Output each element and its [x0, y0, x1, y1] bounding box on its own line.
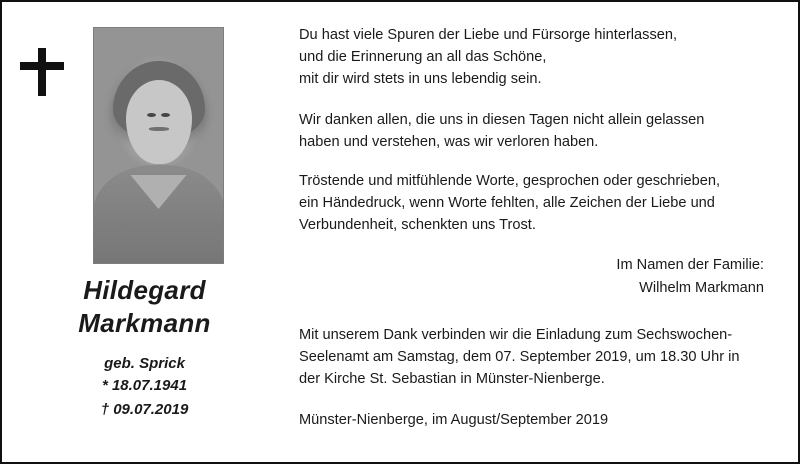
portrait-face	[126, 80, 192, 164]
notice-layout	[2, 2, 798, 462]
thanks-paragraph: Wir danken allen, die uns in diesen Tagen nicht allein gelassen haben und verstehen, was wir verloren haben.	[299, 111, 705, 150]
invitation-paragraph: Mit unserem Dank verbinden wir die Einladung zum Sechswochen- Seelenamt am Samstag, dem 07. September 2019, um 18.30 Uhr in der Kirche St. Sebastian in Münster-Nienberge.	[299, 326, 740, 387]
family-signature-line-2: Wilhelm Markmann	[639, 279, 764, 296]
portrait-eye-left	[147, 113, 156, 117]
portrait-eye-right	[161, 113, 170, 117]
name-block	[2, 274, 287, 422]
family-signature-line-1: Im Namen der Familie:	[616, 257, 764, 274]
portrait-mouth	[149, 127, 169, 131]
verse-paragraph: Du hast viele Spuren der Liebe und Fürsorge hinterlassen, und die Erinnerung an all das Schöne, mit dir wird stets in uns lebendig sein.	[299, 27, 678, 88]
first-name: Hildegard	[83, 275, 206, 305]
portrait-and-name-column	[2, 2, 287, 462]
text-column	[287, 2, 798, 462]
last-name: Markmann	[78, 308, 211, 339]
family-signature	[299, 254, 764, 299]
portrait-image	[94, 28, 223, 263]
place-and-date: Münster-Nienberge, im August/September 2019	[299, 412, 609, 429]
condolence-paragraph: Tröstende und mitfühlende Worte, gesprochen oder geschrieben, ein Händedruck, wenn Worte fehlten, alle Zeichen der Liebe und Verbundenheit, schenkten uns Trost.	[299, 172, 721, 234]
maiden-name: geb. Sprick	[104, 354, 185, 372]
death-date: † 09.07.2019	[100, 401, 189, 419]
portrait-photo	[93, 27, 224, 264]
birth-date: * 18.07.1941	[101, 377, 188, 395]
